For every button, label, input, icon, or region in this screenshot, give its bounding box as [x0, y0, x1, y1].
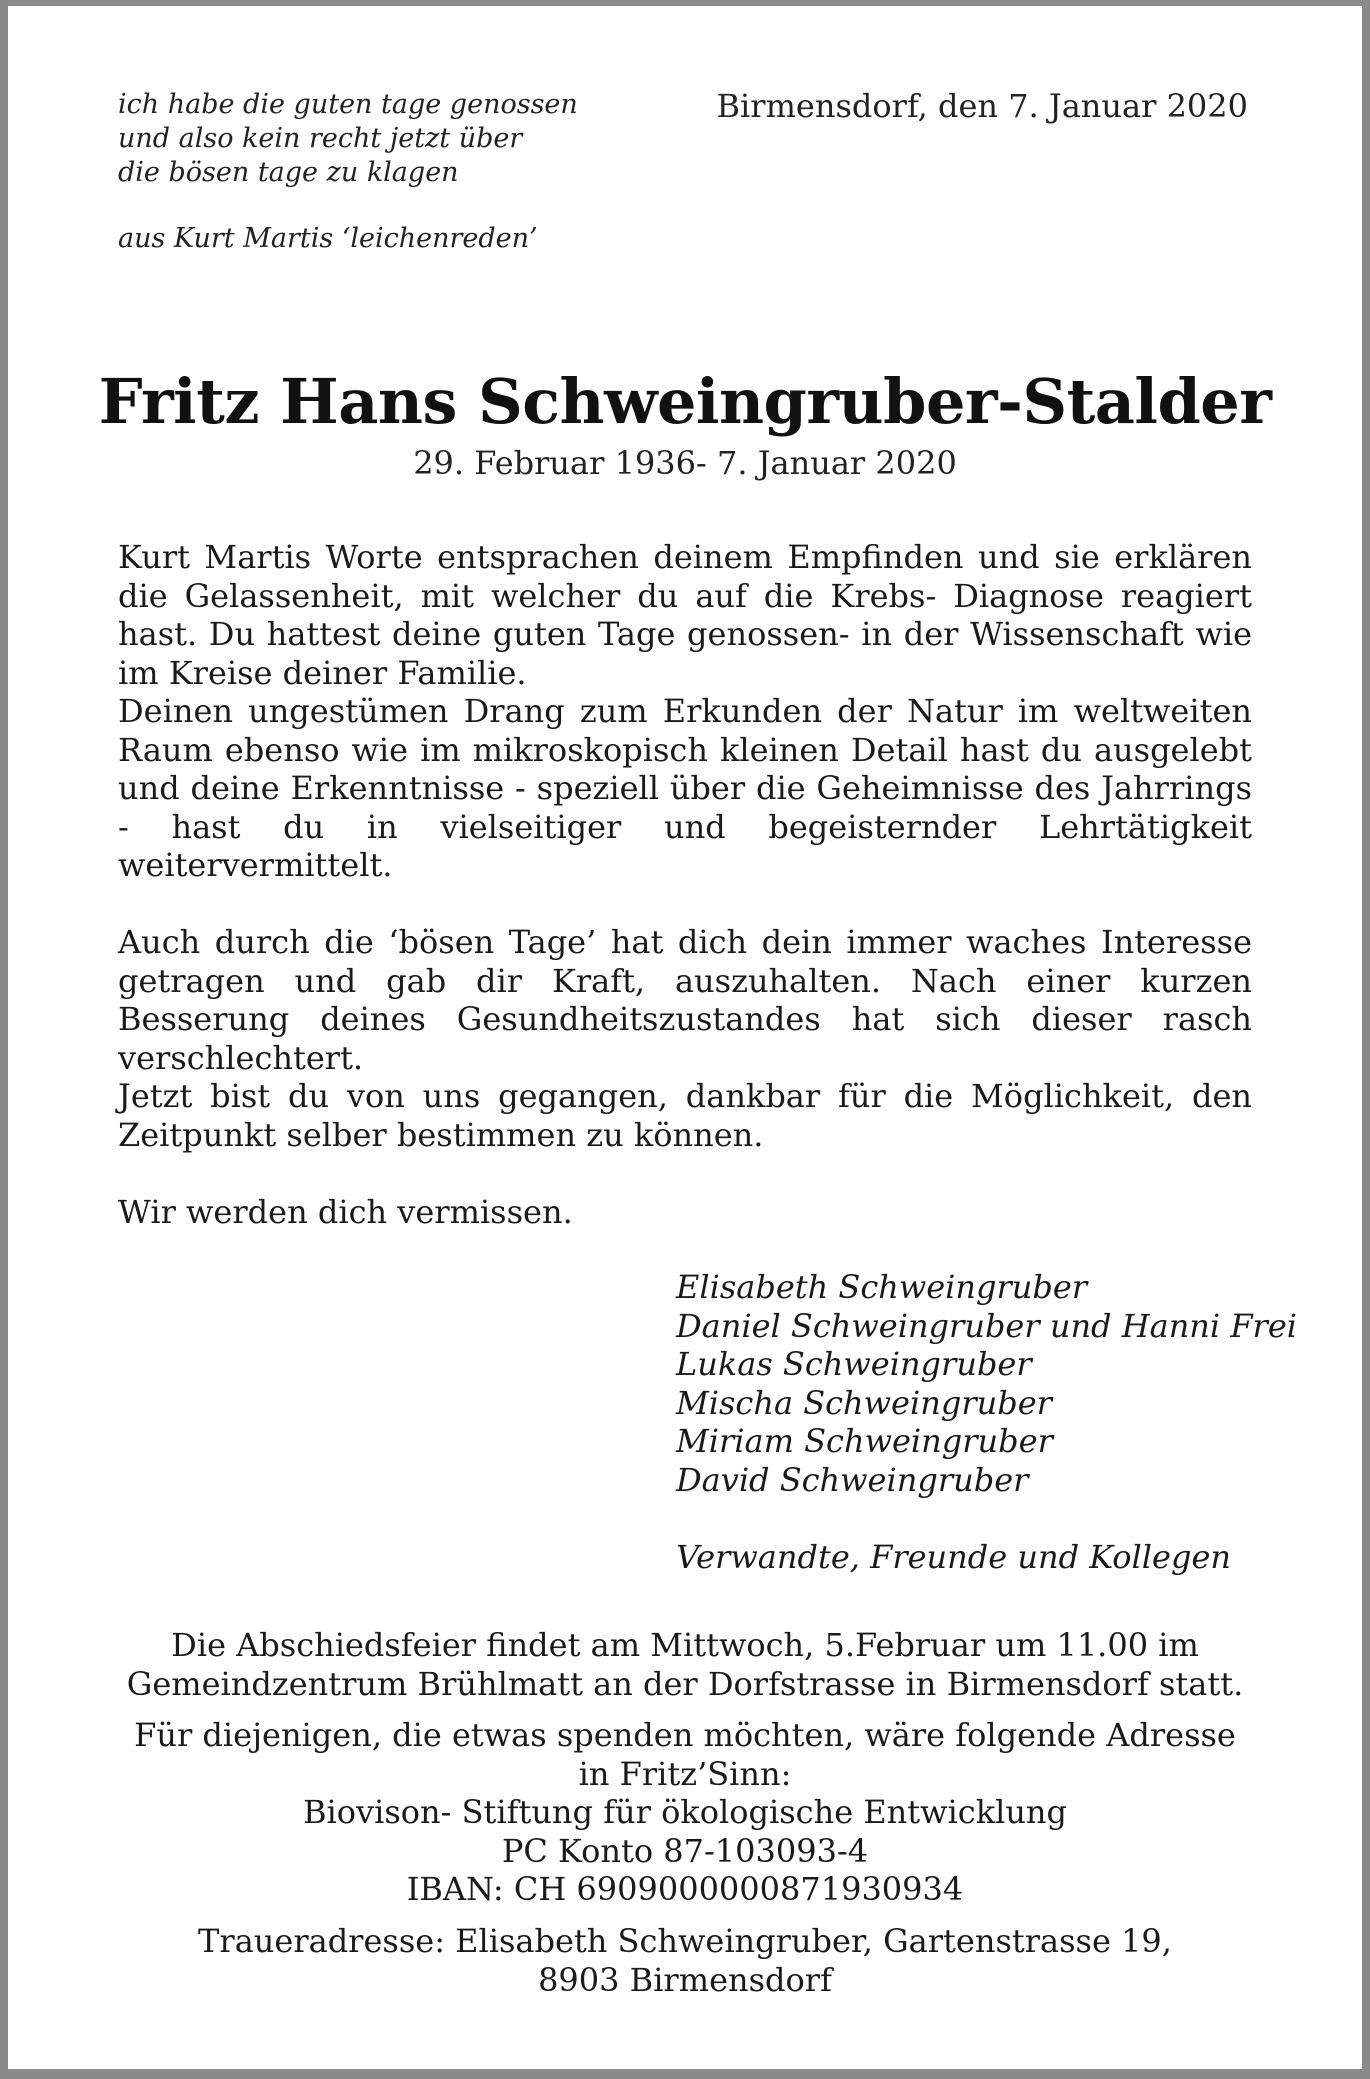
mourner-name: David Schweingruber: [676, 1460, 1029, 1499]
mourner-name: Lukas Schweingruber: [676, 1345, 1032, 1383]
quote-source: aus Kurt Martis ‘leichenreden’: [118, 223, 538, 254]
donation-iban: IBAN: CH 6909000000871930934: [406, 1870, 964, 1908]
quote-line: und also kein recht jetzt über: [118, 123, 523, 154]
donation-line: Für diejenigen, die etwas spenden möchten, wäre folgende Adresse: [134, 1716, 1236, 1754]
life-dates: 29. Februar 1936- 7. Januar 2020: [413, 444, 957, 482]
donation-recipient: Biovison- Stiftung für ökologische Entwicklung: [302, 1793, 1068, 1831]
quote-line: ich habe die guten tage genossen: [118, 89, 578, 120]
obituary-text: [118, 538, 1252, 1231]
mourning-address: [0, 1922, 1370, 1999]
closing-sentence: Wir werden dich vermissen.: [118, 1192, 573, 1231]
body-paragraph: Deinen ungestümen Drang zum Erkunden der Natur im weltweiten Raum ebenso wie im mikroskopisch kleinen Detail hast du ausgelebt und deine Erkenntnisse - speziell über die Geheimnisse des Jahrrings - hast du in vielseitiger und begeisternder Lehrtätigkeit weitervermittelt.: [118, 692, 1252, 884]
mourners-list: [676, 1268, 1297, 1576]
mourner-name: Mischa Schweingruber: [676, 1383, 1052, 1422]
body-paragraph: Jetzt bist du von uns gegangen, dankbar für die Möglichkeit, den Zeitpunkt selber bestimmen zu können.: [118, 1077, 1252, 1154]
body-paragraph: Auch durch die ‘bösen Tage’ hat dich dein immer waches Interesse getragen und gab dir Kraft, auszuhalten. Nach einer kurzen Besserung deines Gesundheitszustandes hat sich dieser rasch verschlechtert.: [118, 923, 1252, 1077]
body-paragraph: Kurt Martis Worte entsprachen deinem Empfinden und sie erklären die Gelassenheit, mit welcher du auf die Krebs- Diagnose reagiert hast. Du hattest deine guten Tage genossen- in der Wissenschaft wie im Kreise deiner Familie.: [118, 538, 1252, 692]
quote-line: die bösen tage zu klagen: [118, 157, 459, 188]
ceremony-line: Gemeindzentrum Brühlmatt an der Dorfstrasse in Birmensdorf statt.: [126, 1664, 1244, 1703]
place-date-line: Birmensdorf, den 7. Januar 2020: [716, 87, 1248, 125]
deceased-name: Fritz Hans Schweingruber-Stalder: [98, 365, 1272, 438]
mourners-relatives: Verwandte, Freunde und Kollegen: [676, 1537, 1231, 1576]
mourner-name: Daniel Schweingruber und Hanni Frei: [676, 1306, 1297, 1345]
donation-line: in Fritz’Sinn:: [578, 1754, 792, 1793]
donation-account: PC Konto 87-103093-4: [501, 1831, 869, 1870]
epigraph-quote: [118, 88, 678, 256]
ceremony-line: Die Abschiedsfeier findet am Mittwoch, 5.Februar um 11.00 im: [171, 1626, 1199, 1664]
address-line: Traueradresse: Elisabeth Schweingruber, Gartenstrasse 19,: [198, 1922, 1172, 1960]
mourner-name: Elisabeth Schweingruber: [676, 1268, 1088, 1306]
mourner-name: Miriam Schweingruber: [676, 1422, 1053, 1460]
ceremony-notice: [0, 1626, 1370, 1703]
donation-notice: [0, 1716, 1370, 1909]
address-line: 8903 Birmensdorf: [538, 1960, 832, 1999]
